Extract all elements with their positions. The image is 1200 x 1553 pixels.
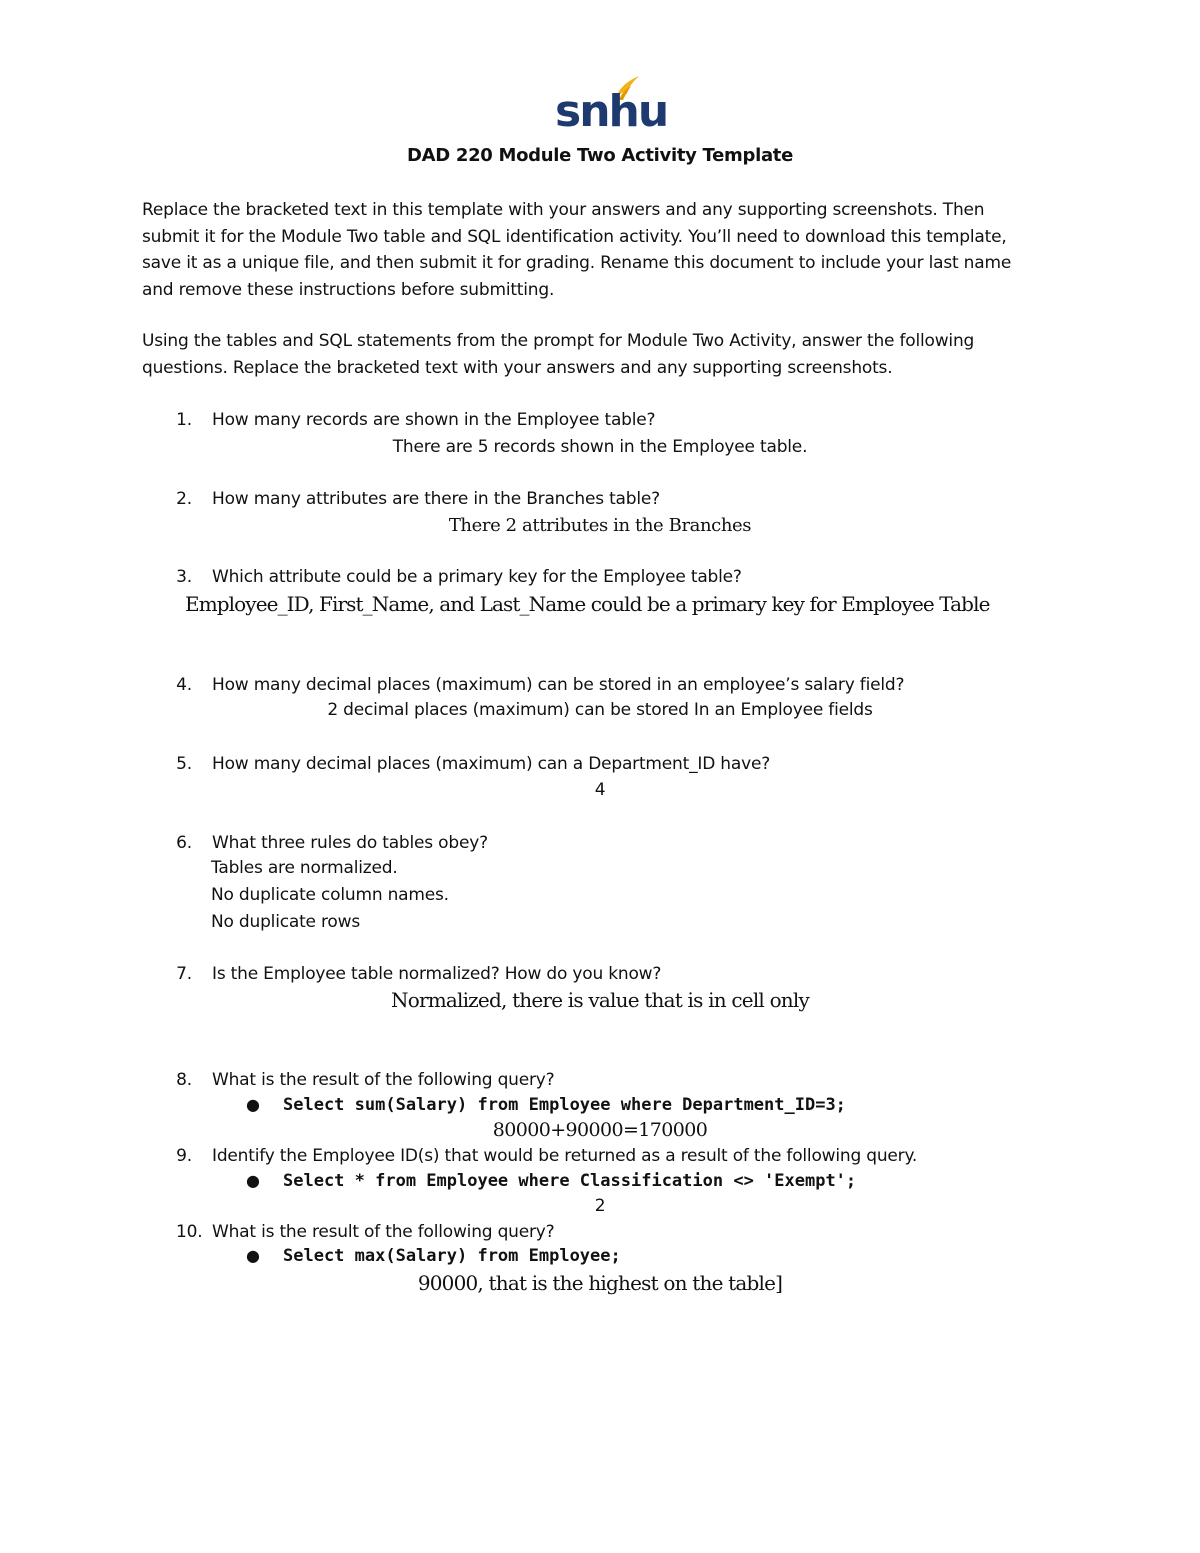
question-text: How many attributes are there in the Branches table? bbox=[212, 489, 660, 509]
question-number: 9. bbox=[176, 1146, 192, 1166]
question-text: Which attribute could be a primary key for the Employee table? bbox=[212, 567, 742, 587]
answer-text: 80000+90000=170000 bbox=[492, 1119, 708, 1141]
answer-text: 4 bbox=[594, 780, 606, 800]
question-text: Is the Employee table normalized? How do you know? bbox=[212, 964, 662, 984]
question-number: 7. bbox=[176, 964, 192, 984]
question-text: What three rules do tables obey? bbox=[212, 833, 488, 853]
answer-text: Employee_ID, First_Name, and Last_Name could be a primary key for Employee Table bbox=[185, 592, 990, 616]
question-text: What is the result of the following query? bbox=[212, 1222, 555, 1242]
answer-text: 2 decimal places (maximum) can be stored In an Employee fields bbox=[327, 700, 873, 720]
bullet-icon: ● bbox=[246, 1246, 260, 1265]
question-text: Identify the Employee ID(s) that would be returned as a result of the following query. bbox=[212, 1146, 918, 1166]
question-text: How many records are shown in the Employee table? bbox=[212, 410, 656, 430]
snhu-logo bbox=[553, 74, 668, 137]
question-number: 2. bbox=[176, 489, 192, 509]
answer-text: 2 bbox=[594, 1196, 606, 1216]
sql-query: Select * from Employee where Classification <> 'Exempt'; bbox=[283, 1171, 857, 1191]
question-number: 8. bbox=[176, 1070, 192, 1090]
bullet-icon: ● bbox=[246, 1171, 260, 1190]
intro-line: save it as a unique file, and then submit it for grading. Rename this document to include your last name bbox=[142, 253, 1012, 273]
question-text: How many decimal places (maximum) can be stored in an employee’s salary field? bbox=[212, 675, 905, 695]
answer-text: There 2 attributes in the Branches bbox=[448, 515, 752, 536]
sql-query: Select sum(Salary) from Employee where Department_ID=3; bbox=[283, 1095, 846, 1115]
prompt-line: Using the tables and SQL statements from the prompt for Module Two Activity, answer the following bbox=[142, 331, 975, 351]
question-number: 5. bbox=[176, 754, 192, 774]
question-number: 3. bbox=[176, 567, 192, 587]
intro-line: and remove these instructions before submitting. bbox=[142, 280, 555, 300]
question-number: 10. bbox=[176, 1222, 203, 1242]
prompt-line: questions. Replace the bracketed text with your answers and any supporting screenshots. bbox=[142, 358, 893, 378]
answer-text: 90000, that is the highest on the table] bbox=[417, 1271, 783, 1295]
question-number: 4. bbox=[176, 675, 192, 695]
intro-line: Replace the bracketed text in this template with your answers and any supporting screenshots. Then bbox=[142, 200, 985, 220]
question-text: What is the result of the following query? bbox=[212, 1070, 555, 1090]
answer-text: Normalized, there is value that is in cell only bbox=[391, 988, 809, 1012]
question-text: How many decimal places (maximum) can a Department_ID have? bbox=[212, 754, 771, 774]
logo-text: snhu bbox=[555, 86, 668, 137]
answer-line: No duplicate rows bbox=[211, 912, 360, 932]
question-number: 1. bbox=[176, 410, 192, 430]
intro-line: submit it for the Module Two table and SQL identification activity. You’ll need to download this template, bbox=[142, 227, 1007, 247]
page-title: DAD 220 Module Two Activity Template bbox=[406, 145, 794, 166]
answer-line: Tables are normalized. bbox=[211, 858, 398, 878]
bullet-icon: ● bbox=[246, 1095, 260, 1114]
sql-query: Select max(Salary) from Employee; bbox=[283, 1246, 621, 1266]
question-number: 6. bbox=[176, 833, 192, 853]
answer-text: There are 5 records shown in the Employee table. bbox=[392, 437, 808, 457]
answer-line: No duplicate column names. bbox=[211, 885, 449, 905]
